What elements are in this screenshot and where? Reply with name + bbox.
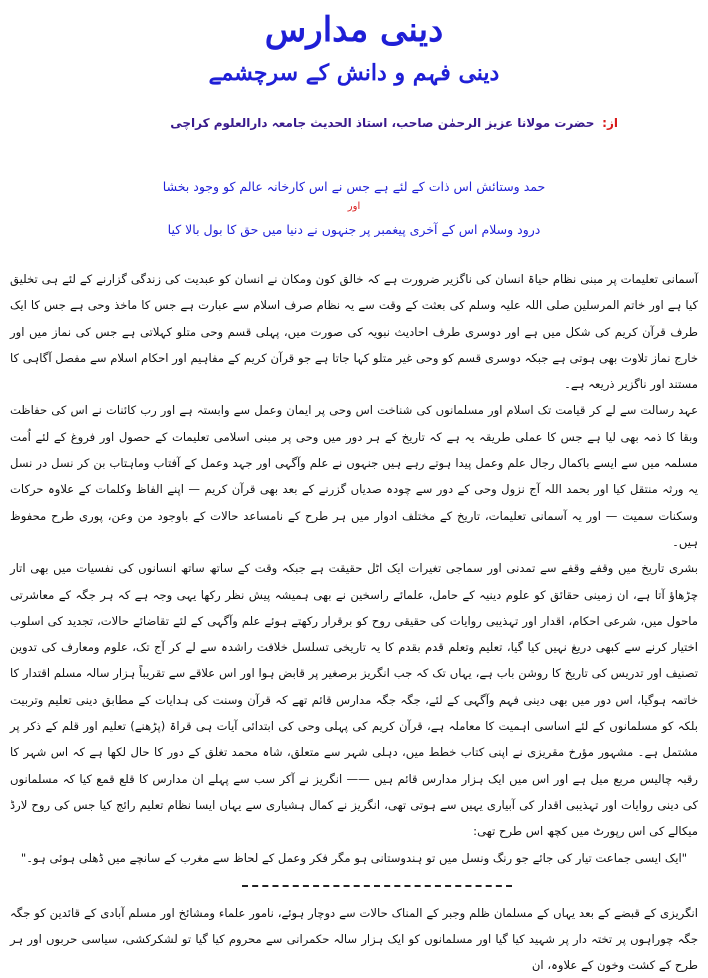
- macaulay-quote: "ایک ایسی جماعت تیار کی جائے جو رنگ ونسل میں تو ہندوستانی ہو مگر فکر وعمل کے لحاظ سے مغرب کے سانچے میں ڈھلی ہوئی ہو۔": [20, 850, 688, 865]
- author-line: [170, 113, 618, 133]
- paragraph-2: عہد رسالت سے لے کر قیامت تک اسلام اور مسلمانوں کی شناخت اس وحی پر ایمان وعمل سے وابستہ ہے اور رب کائنات نے اس کی حفاظت وبقا کا ذمہ بھی لیا ہے جس کا عملی طریقہ یہ ہے کہ تاریخ کے ہر دور میں وحی پر مبنی اسلامی تعلیمات کے حصول اور فروغ کے لئے اُمت مسلمہ میں سے ایسے باکمال رجال علم وعمل پیدا ہوتے رہے ہیں جنہوں نے علم وآگہی اور جہد وعمل کے آفتاب وماہتاب بن کر نسل در نسل یہ ورثہ منتقل کیا اور بحمد اللہ آج نزول وحی کے دور سے چودہ صدیاں گزرنے کے بعد بھی قرآن کریم — اپنے الفاظ وکلمات کے علاوہ حرکات وسکنات سمیت — اور یہ آسمانی تعلیمات، تاریخ کے مختلف ادوار میں ہر طرح کے نامساعد حالات کے باوجود من وعن، پوری طرح محفوظ ہیں۔: [10, 403, 698, 549]
- invocation-line-1: حمد وستائش اس ذات کے لئے ہے جس نے اس کارخانہ عالم کو وجود بخشا: [162, 179, 546, 194]
- invocation-and: اور: [347, 201, 361, 212]
- author-name: حضرت مولانا عزیز الرحمٰن صاحب، استاذ الحدیث جامعہ دارالعلوم کراچی: [170, 116, 595, 130]
- article-continuation: [10, 900, 698, 978]
- article-body: [10, 266, 698, 871]
- paragraph-4: انگریزی کے قبضے کے بعد یہاں کے مسلمان ظلم وجبر کے المناک حالات سے دوچار ہوئے، نامور علماء ومشائخ اور مسلم آبادی کے قائدین کو جگہ جگہ چوراہوں پر تختہ دار پر شہید کیا گیا اور مسلمانوں کو ایک ہزار سالہ حکمرانی سے محروم کیا گیا تو لشکرکشی، سیاسی حربوں اور ہر طرح کے کشت وخون کے علاوہ، ان: [10, 906, 698, 972]
- page-subtitle: دینی فہم و دانش کے سرچشمے: [208, 60, 500, 86]
- author-lead: از:: [602, 116, 618, 130]
- page-title: دینی مدارس: [264, 10, 444, 50]
- invocation-line-2: درود وسلام اس کے آخری پیغمبر پر جنہوں نے دنیا میں حق کا بول بالا کیا: [167, 222, 541, 237]
- paragraph-3: بشری تاریخ میں وقفے وقفے سے تمدنی اور سماجی تغیرات ایک اٹل حقیقت ہے جبکہ وقت کے ساتھ ساتھ انسانوں کی نفسیات میں بھی اتار چڑھاؤ آتا ہے، ان زمینی حقائق کو علوم دینیہ کے حامل، علمائے راسخین نے بھی ہمیشہ پیش نظر رکھا یہی وجہ ہے کہ ہر جگہ کے معاشرتی ماحول میں، شرعی احکام، اقدار اور تہذیبی روایات کی حقیقی روح کو برقرار رکھتے ہوئے علم وآگہی کے لئے تقاضائے حالات، تجدید کی اسلوب اختیار کرنے سے کبھی دریغ نہیں کیا گیا، تعلیم وتعلم قدم بقدم کا یہ تاریخی تسلسل خلافت راشدہ سے لے کر آج تک، علوم ومعارف کی تدوین تصنیف اور تدریس کی تاریخ کا روشن باب ہے، یہاں تک کہ جب انگریز برصغیر پر قابض ہوا اور اس علاقے سے تقریباً ہزار سالہ مسلم اقتدار کا خاتمہ ہوگیا، اس دور میں بھی دینی فہم وآگہی کے لئے، جگہ جگہ مدارس قائم تھے کہ قرآن وسنت کی ہدایات کے مطابق دینی تعلیم وتربیت بلکہ کو مسلمانوں کے لئے اساسی اہمیت کا معاملہ ہے، قرآن کریم کی پہلی وحی کی ابتدائی آیات ہی قراۃ (پڑھنے) تعلیم اور قلم کے ذکر پر مشتمل ہے۔ مشہور مؤرخ مقریزی نے اپنی کتاب خطط میں، دہلی شہر سے متعلق، شاہ محمد تغلق کے دور کا حال لکھا ہے کہ اس شہر کا رقبہ چالیس مربع میل ہے اور اس میں ایک ہزار مدارس قائم ہیں —— انگریز نے آکر سب سے پہلے ان مدارس کا قلع قمع کیا کہ مسلمانوں کی دینی روایات اور تہذیبی اقدار کی آبیاری یہیں سے ہوتی تھی، انگریز نے کمال ہشیاری سے یہاں ایسا نظام تعلیم رائج کیا جس کی روح لارڈ میکالے کی اس رپورٹ میں کچھ اس طرح تھی:: [10, 561, 698, 839]
- separator-rule: [242, 885, 512, 887]
- paragraph-1: آسمانی تعلیمات پر مبنی نظام حیاۃ انسان کی ناگزیر ضرورت ہے کہ خالق کون ومکان نے انسان کو عبدیت کی زندگی گزارنے کے لئے ہی تخلیق کیا ہے اور خاتم المرسلین صلی اللہ علیہ وسلم کی بعثت کے وقت سے یہ نظام صرف اسلام سے عبارت ہے جس کا ماخذ وحی ہے جس کا ایک طرف قرآن کریم کی شکل میں ہے اور دوسری طرف احادیث نبویہ کی صورت میں، پہلی قسم وحی متلو کہلاتی ہے جس کی نماز میں اور خارج نماز تلاوت بھی ہوتی ہے جبکہ دوسری قسم کو وحی غیر متلو کہا جاتا ہے جو قرآن کریم کے مفاہیم اور احکام اسلام سے مفصل آگاہی کا مستند اور ناگزیر ذریعہ ہے۔: [10, 272, 698, 392]
